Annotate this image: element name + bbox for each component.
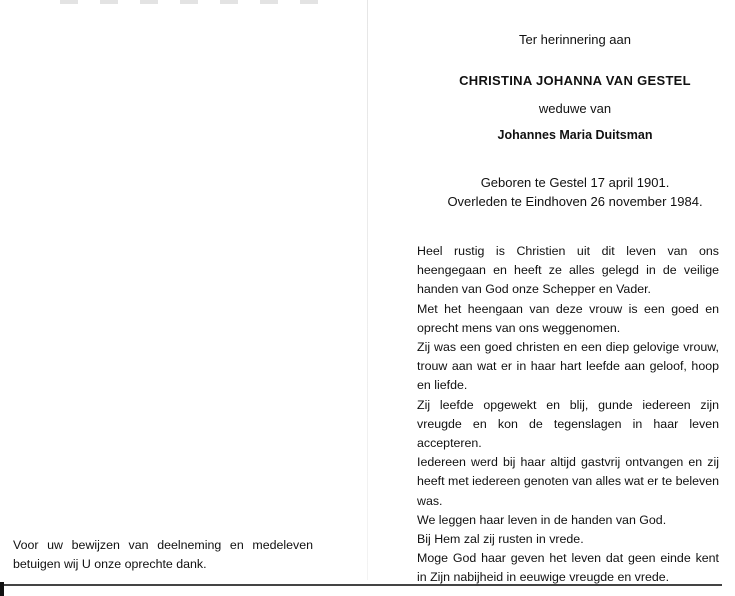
poem-paragraph: Iedereen werd bij haar altijd gastvrij ontvangen en zij heeft met iedereen genoten van alles wat er te beleven was. [417,455,719,508]
poem-paragraph: Zij was een goed christen en een diep gelovige vrouw, trouw aan wat er in haar hart leefde aan geloof, hoop en liefde. [417,340,719,393]
poem-paragraph: Moge God haar geven het leven dat geen einde kent in Zijn nabijheid in eeuwige vreugde en vrede. [417,551,719,585]
top-edge-bleed [60,0,340,4]
card-fold-line [367,0,368,580]
poem-paragraph: We leggen haar leven in de handen van God. [417,512,667,527]
deceased-name: CHRISTINA JOHANNA VAN GESTEL [459,73,691,88]
memorial-poem [417,242,719,588]
bottom-rule [4,584,722,586]
poem-paragraph: Bij Hem zal zij rusten in vrede. [417,532,584,547]
death-line: Overleden te Eindhoven 26 november 1984. [447,194,703,209]
thanks-note: Voor uw bewijzen van deelneming en medeleven betuigen wij U onze oprechte dank. [13,538,313,571]
birth-line: Geboren te Gestel 17 april 1901. [480,175,670,190]
poem-paragraph: Zij leefde opgewekt en blij, gunde iedereen zijn vreugde en kon de tegenslagen in haar leven accepteren. [417,397,719,451]
husband-name: Johannes Maria Duitsman [497,128,653,142]
intro-line: Ter herinnering aan [518,32,632,47]
life-dates [410,173,735,211]
widow-of-line: weduwe van [538,101,612,116]
poem-paragraph: Heel rustig is Christien uit dit leven van ons heengegaan en heeft ze alles gelegd in de veilige handen van God onze Schepper en Vader. [417,244,719,297]
bottom-corner-mark [0,582,4,596]
poem-paragraph: Met het heengaan van deze vrouw is een goed en oprecht mens van ons weggenomen. [417,301,719,335]
